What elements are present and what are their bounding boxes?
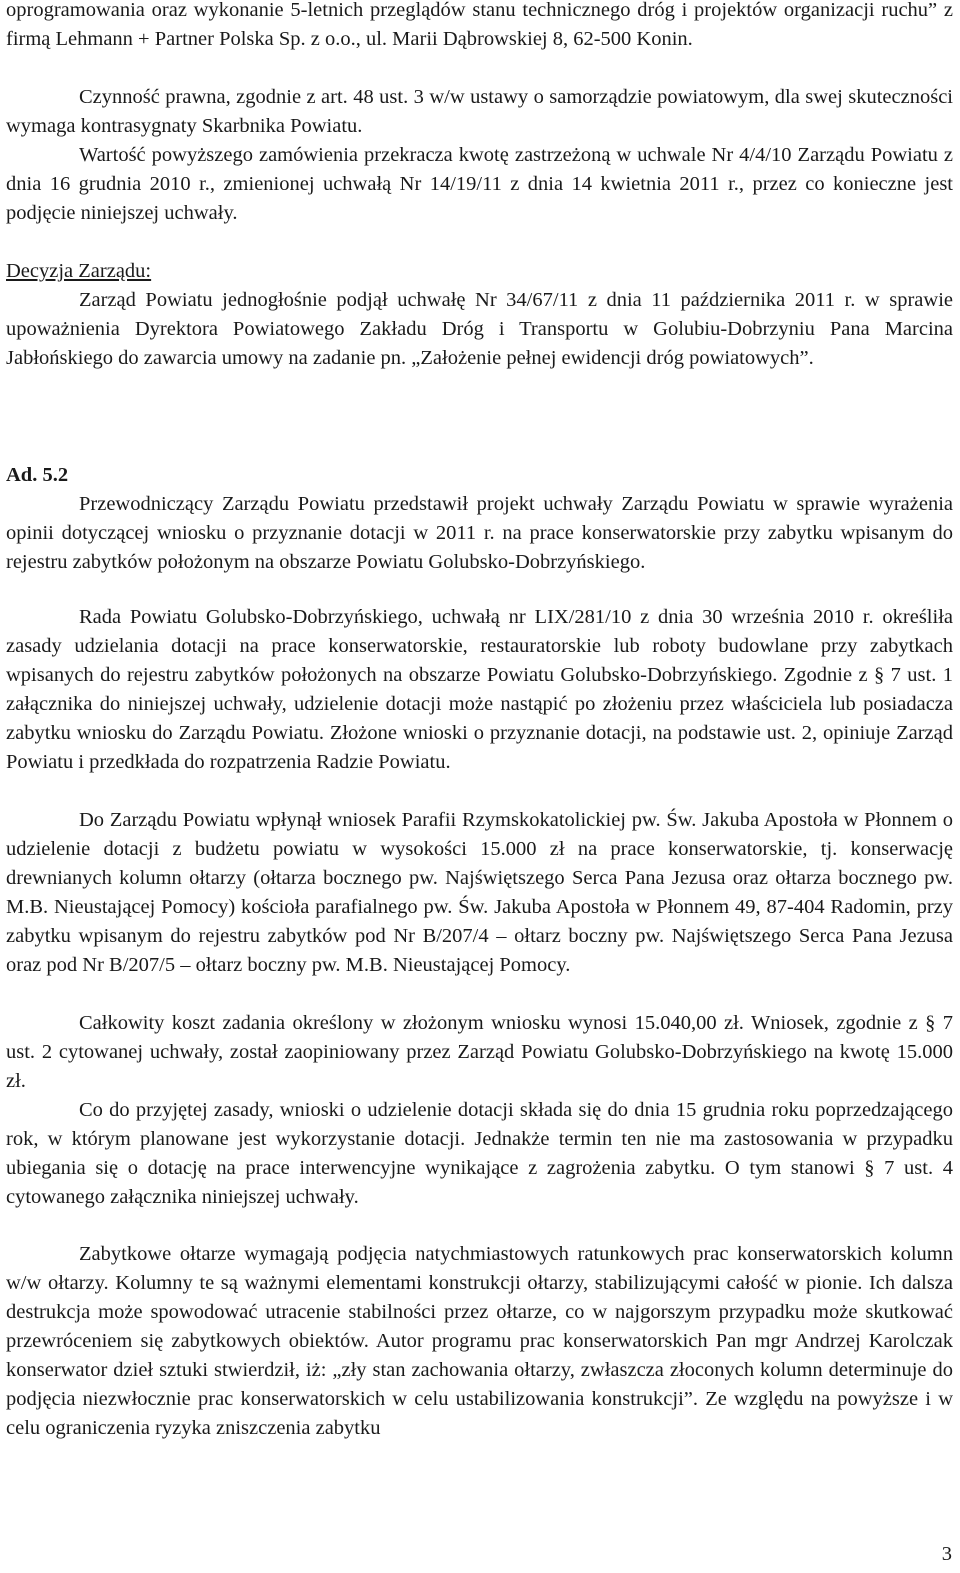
paragraph-deadline-rule: Co do przyjętej zasady, wnioski o udzielenie dotacji składa się do dnia 15 grudnia roku poprzedzającego rok, w którym planowane jest wykorzystanie dotacji. Jednakże termin ten nie ma zastosowania w przypadku ubiegania się o dotację na prace interwencyjne wynikające z zagrożenia zabytku. O tym stanowi § 7 ust. 4 cytowanego załącznika niniejszej uchwały. [6, 1099, 953, 1208]
page-number: 3 [941, 1543, 952, 1565]
paragraph-intro-continued: oprogramowania oraz wykonanie 5-letnich przeglądów stanu technicznego dróg i projektów organizacji ruchu” z firmą Lehmann + Partner Polska Sp. z o.o., ul. Marii Dąbrowskiej 8, 62-500 Konin. [6, 0, 953, 50]
paragraph-order-value: Wartość powyższego zamówienia przekracza kwotę zastrzeżoną w uchwale Nr 4/4/10 Zarządu Powiatu z dnia 16 grudnia 2010 r., zmienionej uchwałą Nr 14/19/11 z dnia 14 kwietnia 2011 r., przez co konieczne jest podjęcie niniejszej uchwały. [6, 144, 953, 224]
decision-heading: Decyzja Zarządu: [6, 260, 152, 282]
paragraph-total-cost: Całkowity koszt zadania określony w złożonym wniosku wynosi 15.040,00 zł. Wniosek, zgodnie z § 7 ust. 2 cytowanej uchwały, został zaopiniowany przez Zarząd Powiatu Golubsko-Dobrzyńskiego na kwotę 15.000 zł. [6, 1012, 953, 1092]
paragraph-legal-basis: Czynność prawna, zgodnie z art. 48 ust. 3 w/w ustawy o samorządzie powiatowym, dla swej skuteczności wymaga kontrasygnaty Skarbnika Powiatu. [6, 86, 953, 137]
paragraph-altar-condition: Zabytkowe ołtarze wymagają podjęcia natychmiastowych ratunkowych prac konserwatorskich kolumn w/w ołtarzy. Kolumny te są ważnymi elementami konstrukcji ołtarzy, stabilizującymi całość w pionie. Ich dalsza destrukcja może spowodować utracenie stabilności przez ołtarze, co w najgorszym przypadku może skutkować przewróceniem się zabytkowych obiektów. Autor programu prac konserwatorskich Pan mgr Andrzej Karolczak konserwator dzieł sztuki stwierdził, iż: „zły stan zachowania ołtarzy, zwłaszcza złoconych kolumn determinuje do podjęcia niezwłocznie prac konserwatorskich w celu ustabilizowania konstrukcji”. Ze względu na powyższe i w celu ograniczenia ryzyka zniszczenia zabytku [6, 1243, 953, 1439]
paragraph-council-rules: Rada Powiatu Golubsko-Dobrzyńskiego, uchwałą nr LIX/281/10 z dnia 30 września 2010 r. określiła zasady udzielania dotacji na prace konserwatorskie, restauratorskie lub roboty budowlane przy zabytkach wpisanych do rejestru zabytków położonych na obszarze Powiatu Golubsko-Dobrzyńskiego. Zgodnie z § 7 ust. 1 załącznika do niniejszej uchwały, udzielenie dotacji może nastąpić po złożeniu przez właściciela lub posiadacza zabytku wniosku do Zarządu Powiatu. Złożone wnioski o przyznanie dotacji, na podstawie ust. 2, opiniuje Zarząd Powiatu i przedkłada do rozpatrzenia Radzie Powiatu. [6, 606, 953, 773]
paragraph-project-presented: Przewodniczący Zarządu Powiatu przedstawił projekt uchwały Zarządu Powiatu w sprawie wyrażenia opinii dotyczącej wniosku o przyznanie dotacji w 2011 r. na prace konserwatorskie przy zabytku wpisanym do rejestru zabytków położonym na obszarze Powiatu Golubsko-Dobrzyńskiego. [6, 493, 953, 573]
paragraph-decision: Zarząd Powiatu jednogłośnie podjął uchwałę Nr 34/67/11 z dnia 11 października 2011 r. w sprawie upoważnienia Dyrektora Powiatowego Zakładu Dróg i Transportu w Golubiu-Dobrzyniu Pana Marcina Jabłońskiego do zawarcia umowy na zadanie pn. „Założenie pełnej ewidencji dróg powiatowych”. [6, 289, 953, 369]
section-heading: Ad. 5.2 [6, 464, 69, 486]
paragraph-parish-request: Do Zarządu Powiatu wpłynął wniosek Parafii Rzymskokatolickiej pw. Św. Jakuba Apostoła w Płonnem o udzielenie dotacji z budżetu powiatu w wysokości 15.000 zł na prace konserwatorskie, tj. konserwację drewnianych kolumn ołtarzy (ołtarza bocznego pw. Najświętszego Serca Pana Jezusa oraz ołtarza bocznego pw. M.B. Nieustającej Pomocy) kościoła parafialnego pw. Św. Jakuba Apostoła w Płonnem 49, 87-404 Radomin, przy zabytku wpisanym do rejestru zabytków pod Nr B/207/4 – ołtarz boczny pw. Najświętszego Serca Pana Jezusa oraz pod Nr B/207/5 – ołtarz boczny pw. M.B. Nieustającej Pomocy. [6, 809, 953, 976]
